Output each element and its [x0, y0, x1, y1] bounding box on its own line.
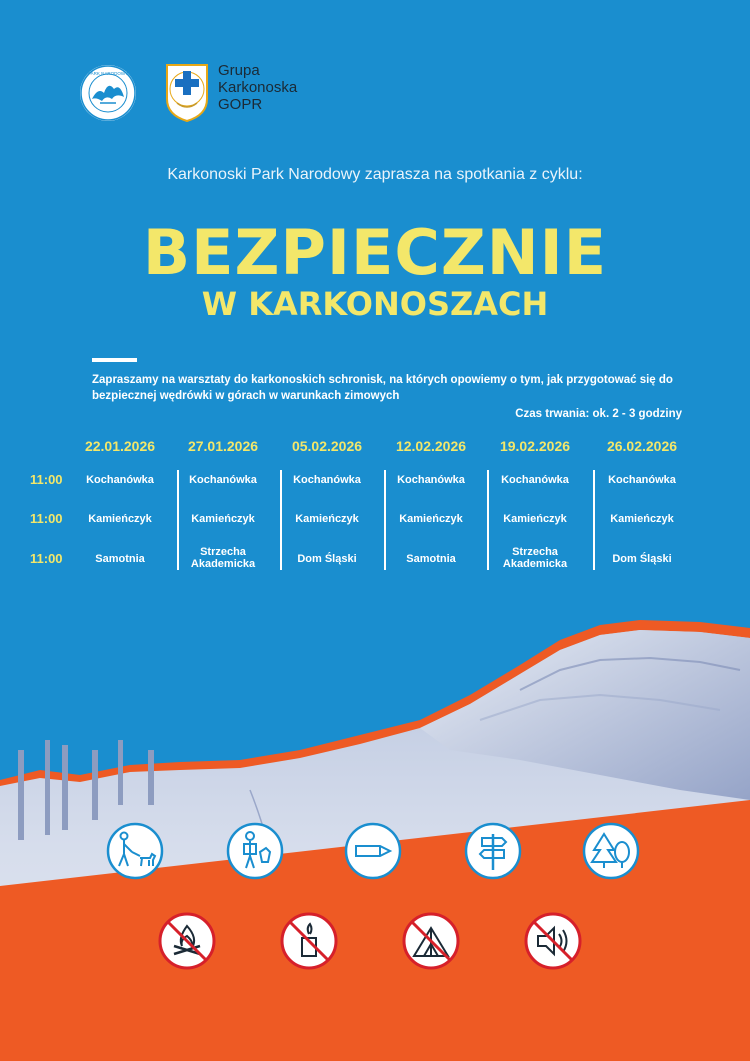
date-1: 22.01.2026: [84, 438, 156, 454]
date-6: 26.02.2026: [606, 438, 678, 454]
location-cell: Kamieńczyk: [88, 513, 152, 525]
location-cell: Strzecha Akademicka: [502, 546, 568, 570]
date-5: 19.02.2026: [499, 438, 571, 454]
location-cell: Kamieńczyk: [610, 513, 674, 525]
time-3: 11:00: [30, 551, 63, 566]
time-2: 11:00: [30, 511, 63, 526]
location-cell: Kochanówka: [608, 474, 676, 486]
kpn-logo: [78, 63, 138, 123]
title-line-1: BEZPIECZNIE: [142, 216, 608, 289]
location-cell: Kamieńczyk: [191, 513, 255, 525]
time-1: 11:00: [30, 472, 63, 487]
location-cell: Samotnia: [95, 553, 145, 565]
location-cell: Dom Śląski: [612, 553, 672, 565]
no-lighter-icon: [280, 912, 338, 970]
trail-signpost-icon: [464, 822, 522, 880]
gopr-logo-text: [218, 62, 297, 113]
location-cell: Kamieńczyk: [295, 513, 359, 525]
duration: Czas trwania: ok. 2 - 3 godziny: [515, 408, 682, 420]
title-line-2: W KARKONOSZACH: [201, 285, 549, 323]
gopr-logo: [163, 61, 211, 123]
trees-icon: [582, 822, 640, 880]
description: Zapraszamy na warsztaty do karkonoskich schronisk, na których opowiemy o tym, jak przygotować się do bezpiecznej wędrówki w górach w warunkach zimowych: [92, 374, 673, 402]
date-2: 27.01.2026: [187, 438, 259, 454]
gopr-line-3: GOPR: [218, 96, 263, 113]
location-cell: Kochanówka: [501, 474, 569, 486]
dates-row: [0, 438, 750, 458]
date-4: 12.02.2026: [395, 438, 467, 454]
date-3: 05.02.2026: [291, 438, 363, 454]
location-cell: Kamieńczyk: [399, 513, 463, 525]
location-cell: Kochanówka: [189, 474, 257, 486]
dog-leash-icon: [106, 822, 164, 880]
location-cell: Strzecha Akademicka: [190, 546, 256, 570]
no-noise-icon: [524, 912, 582, 970]
location-cell: Kamieńczyk: [503, 513, 567, 525]
location-cell: Kochanówka: [397, 474, 465, 486]
divider-rule: [92, 358, 137, 362]
intro-text: Karkonoski Park Narodowy zaprasza na spotkania z cyklu:: [167, 166, 583, 183]
pencil-icon: [344, 822, 402, 880]
location-cell: Dom Śląski: [297, 553, 357, 565]
location-cell: Samotnia: [406, 553, 456, 565]
location-cell: Kochanówka: [86, 474, 154, 486]
location-cell: Kochanówka: [293, 474, 361, 486]
gopr-line-1: Grupa: [218, 62, 260, 79]
gopr-line-2: Karkonoska: [218, 79, 298, 96]
no-camping-icon: [402, 912, 460, 970]
svg-text:PARK NARODOWY: PARK NARODOWY: [87, 71, 129, 76]
trash-bag-icon: [226, 822, 284, 880]
no-campfire-icon: [158, 912, 216, 970]
